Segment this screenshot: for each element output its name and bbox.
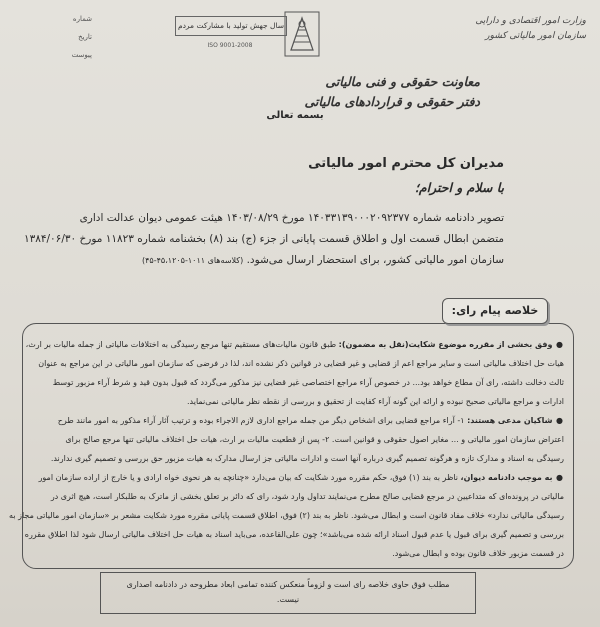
ministry-line: وزارت امور اقتصادی و دارایی bbox=[475, 16, 586, 26]
meta-attachment-label: پیوست bbox=[71, 51, 92, 59]
summary-text: ۱- آراء مراجع قضایی برای اشخاص دیگر من جمله مراجع اداری لازم الاجراء بوده و ترتیب آثار آراء مذکور به امور مانند طرح bbox=[57, 416, 468, 425]
ministry-header bbox=[436, 14, 586, 44]
summary-line bbox=[44, 411, 564, 430]
letter-meta bbox=[52, 10, 92, 64]
summary-text: مالیاتی در پرونده‌ای که متداعیین در مرجع قضایی صالح مطرح می‌نمایند تداول وارد شود، رای که دائر بر تعلق بخشی از ماترک به طلبکار است، هیچ اثری در bbox=[50, 492, 564, 501]
summary-bold: شاکیان مدعی هستند: bbox=[467, 416, 553, 425]
summary-text: در قسمت مزبور خلاف قانون بوده و ابطال می‌شود. bbox=[392, 549, 564, 558]
summary-text: اعتراض سازمان امور مالیاتی و ... مغایر اصول حقوقی و قوانین است. ۲- پس از قطعیت مالیات بر ارث، هیات حل اختلاف مالیاتی تنها مرجع صالح برای bbox=[65, 435, 564, 444]
letter-body bbox=[23, 208, 504, 271]
summary-line bbox=[25, 335, 564, 354]
footnote-line: نیست. bbox=[276, 595, 300, 604]
summary-line bbox=[44, 487, 564, 506]
summary-line bbox=[44, 392, 564, 411]
ministry-line: سازمان امور مالیاتی کشور bbox=[485, 31, 586, 41]
iso-code: ISO 9001-2008 bbox=[207, 42, 253, 49]
summary-line bbox=[44, 544, 564, 563]
summary-line bbox=[9, 506, 564, 525]
addressee: مدیران کل محترم امور مالیاتی bbox=[308, 156, 504, 171]
body-line: متضمن ابطال قسمت اول و اطلاق قسمت پایانی از جزء (ج) بند (۸) بخشنامه شماره ۱۱۸۲۳ مورخ ۱۳۸۴/۰۶/۳۰ bbox=[23, 233, 504, 245]
footnote bbox=[110, 577, 466, 607]
summary-line bbox=[38, 468, 564, 487]
summary-content bbox=[9, 335, 564, 563]
body-line bbox=[94, 250, 504, 271]
summary-text: رسیدگی به اسناد و مدارک تازه و هرگونه تصمیم گیری درباره آنها است و ادارات مالیاتی جز ارسال مدارک به هیات مزبور حق بررسی و تصمیم گیری ندارند. bbox=[50, 454, 564, 463]
summary-title: خلاصه پیام رای: bbox=[442, 298, 548, 324]
summary-line bbox=[44, 373, 564, 392]
summary-bold: وفق بخشی از مقرره موضوع شکایت(نقل به مضمون): bbox=[338, 340, 553, 349]
basmala: بسمه تعالی bbox=[266, 110, 324, 121]
summary-text: هیات حل اختلاف مالیاتی است و سایر مراجع اعم از قضایی و غیر قضایی در قوانین ذکر نشده اند، لذا در فرضی که سازمان امور مالیاتی در این مراجع به عنوان bbox=[38, 359, 564, 368]
body-line: تصویر دادنامه شماره ۱۴۰۳۳۱۳۹۰۰۰۲۰۹۲۳۷۷ مورخ ۱۴۰۳/۰۸/۲۹ هیئت عمومی دیوان عدالت اداری bbox=[79, 212, 504, 224]
summary-text: ثالث دخالت داشته، رای آن مطاع خواهد بود... در خصوص آراء مراجع اختصاصی غیر قضایی نیز مذکور می‌گردد که قبول بدون قید و شرط آراء مزبور توسط bbox=[52, 378, 564, 387]
bullet-icon: ● bbox=[556, 473, 563, 482]
body-line-text: سازمان امور مالیاتی کشور، برای استحضار ارسال می‌شود. bbox=[246, 254, 504, 266]
greeting: با سلام و احترام؛ bbox=[414, 180, 504, 195]
summary-line bbox=[44, 430, 564, 449]
bullet-icon: ● bbox=[556, 340, 563, 349]
deputy-line: معاونت حقوقی و فنی مالیاتی bbox=[325, 74, 480, 89]
meta-number-label: شماره bbox=[72, 15, 92, 23]
summary-line bbox=[24, 525, 564, 544]
summary-text: رسیدگی مالیاتی ندارد» خلاف مفاد قانون است و ابطال می‌شود. ناظر به بند (۲) فوق، اطلاق قسمت پایانی مقرره مورد شکایت مشعر بر «سازمان امور مالیاتی مجاز به bbox=[9, 511, 564, 520]
class-note: (کلاسه‌های ۱۰۱۱-۴۵،۱۲۰۵-۴۵) bbox=[142, 256, 244, 265]
summary-bold: به موجب دادنامه دیوان، bbox=[460, 473, 553, 482]
deputy-office bbox=[300, 72, 480, 112]
summary-text: ادارات و مراجع مالیاتی صحیح نبوده و ارائه این گونه آراء کفایت از تحقیق و بررسی از نقطه نظر مالیاتی نمی‌نماید. bbox=[186, 397, 564, 406]
summary-text: طبق قانون مالیات‌های مستقیم تنها مرجع رسیدگی به اختلافات مالیاتی از جمله مالیات بر ارث، bbox=[25, 340, 339, 349]
ministry-emblem-icon bbox=[283, 10, 321, 58]
deputy-line: دفتر حقوقی و قراردادهای مالیاتی bbox=[304, 94, 480, 109]
summary-text: ناظر به بند (۱) فوق، حکم مقرره مورد شکایت که بیان می‌دارد «چنانچه به هر نحوی خواه ارادی و یا خارج از اراده سازمان امور bbox=[38, 473, 461, 482]
footnote-line: مطلب فوق حاوی خلاصه رای است و لزوماً منعکس کننده تمامی ابعاد مطروحه در دادنامه اصداری bbox=[126, 580, 450, 589]
summary-text: بررسی و تصمیم گیری برای قبول یا عدم قبول اسناد ارائه شده می‌باشد»؛ چون علی‌القاعده، می‌باید اسناد به هیات حل اختلاف مالیاتی ارسال شود لذا اطلاق مقرره bbox=[24, 530, 564, 539]
summary-line bbox=[38, 354, 564, 373]
meta-date-label: تاریخ bbox=[78, 33, 92, 41]
summary-line bbox=[44, 449, 564, 468]
year-slogan: سال جهش تولید با مشارکت مردم bbox=[175, 16, 287, 36]
bullet-icon: ● bbox=[556, 416, 563, 425]
